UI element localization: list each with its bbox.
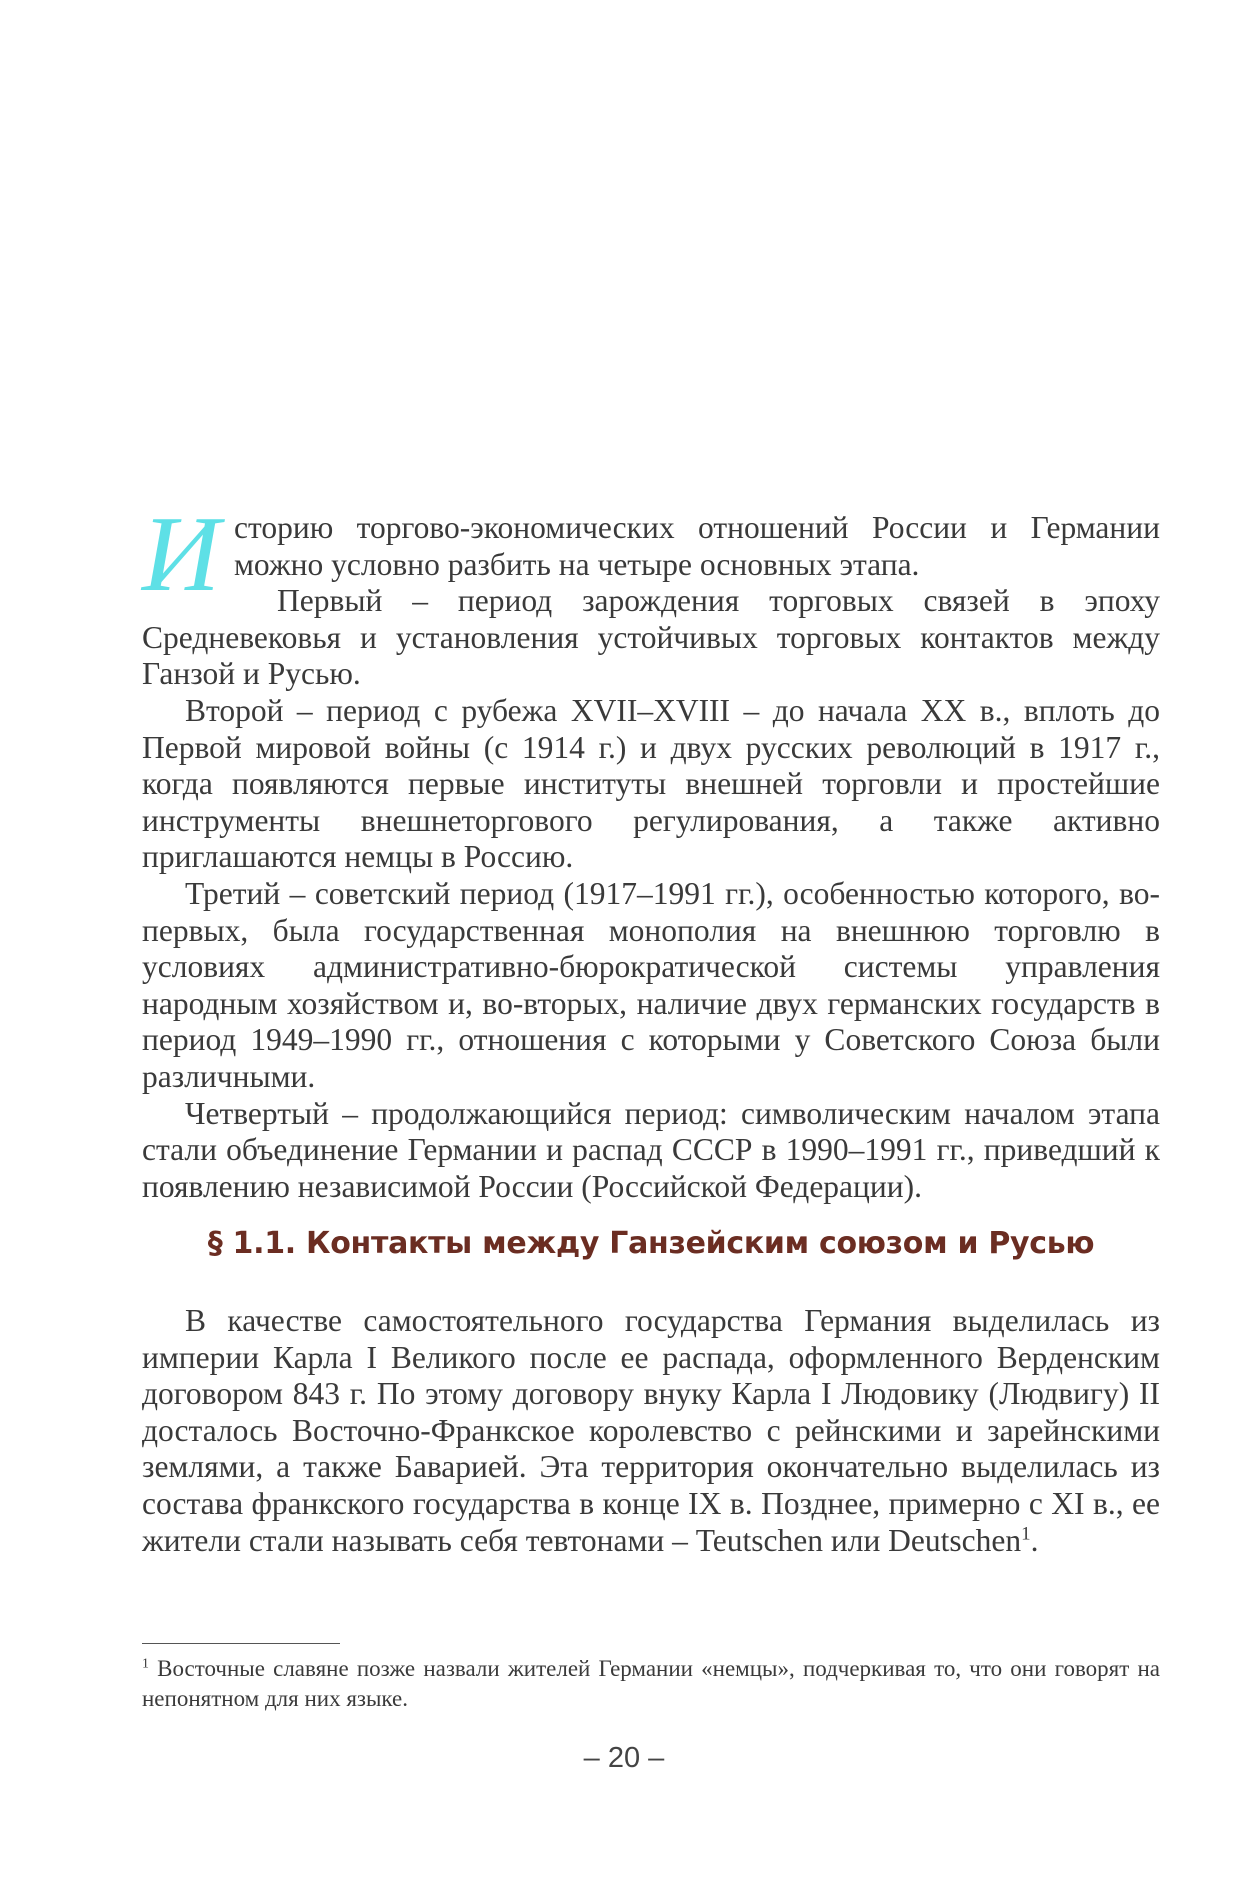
section-heading: § 1.1. Контакты между Ганзейским союзом и Русью	[207, 1226, 1095, 1261]
section-paragraph-1-end: .	[1030, 1522, 1039, 1558]
intro-paragraph-5: Четвертый – продолжающийся период: символическим началом этапа стали объединение Германии и распад СССР в 1990–1991 гг., приведший к появлению независимой России (Российской Федерации).	[142, 1095, 1160, 1204]
section-paragraph-1-text: В качестве самостоятельного государства Германия выделилась из империи Карла I Великого после ее распада, оформленного Верденским договором 843 г. По этому договору внуку Карла I Людовику (Людвигу) II досталось Восточно-Франкское королевство с рейнскими и зарейнскими землями, а также Баварией. Эта территория окончательно выделилась из состава франкского государства в конце IX в. Позднее, примерно с XI в., ее жители стали называть себя тевтонами – Teutschen или Deutschen	[142, 1303, 1160, 1558]
intro-paragraph-1	[142, 495, 1160, 614]
footnote-reference[interactable]: 1	[1021, 1523, 1031, 1545]
intro-paragraph-1-text: сторию торгово-экономических отношений России и Германии можно условно разбить на четыре основных этапа.	[234, 510, 1160, 582]
section-body	[142, 1303, 1160, 1559]
section-paragraph-1	[142, 1303, 1160, 1559]
footnote	[142, 1654, 1160, 1714]
intro-paragraph-2: Первый – период зарождения торговых связей в эпоху Средневековья и установления устойчивых торговых контактов между Ганзой и Русью.	[142, 583, 1160, 692]
footnote-marker: 1	[142, 1655, 149, 1671]
footnote-text: Восточные славяне позже назвали жителей Германии «немцы», подчеркивая то, что они говорят на непонятном для них языке.	[142, 1656, 1161, 1711]
intro-paragraph-4: Третий – советский период (1917–1991 гг.), особенностью которого, во-первых, была государственная монополия на внешнюю торговлю в условиях административно-бюрократической системы управления народным хозяйством и, во-вторых, наличие двух германских государств в период 1949–1990 гг., отношения с которыми у Советского Союза были различными.	[142, 875, 1160, 1094]
page-number: – 20 –	[583, 1742, 665, 1774]
intro-paragraph-3: Второй – период с рубежа XVII–XVIII – до начала XX в., вплоть до Первой мировой войны (с 1914 г.) и двух русских революций в 1917 г., когда появляются первые институты внешней торговли и простейшие инструменты внешнеторгового регулирования, а также активно приглашаются немцы в Россию.	[142, 692, 1160, 875]
drop-cap: И	[142, 495, 220, 614]
intro-text	[142, 495, 1160, 1205]
footnote-divider	[142, 1643, 340, 1644]
